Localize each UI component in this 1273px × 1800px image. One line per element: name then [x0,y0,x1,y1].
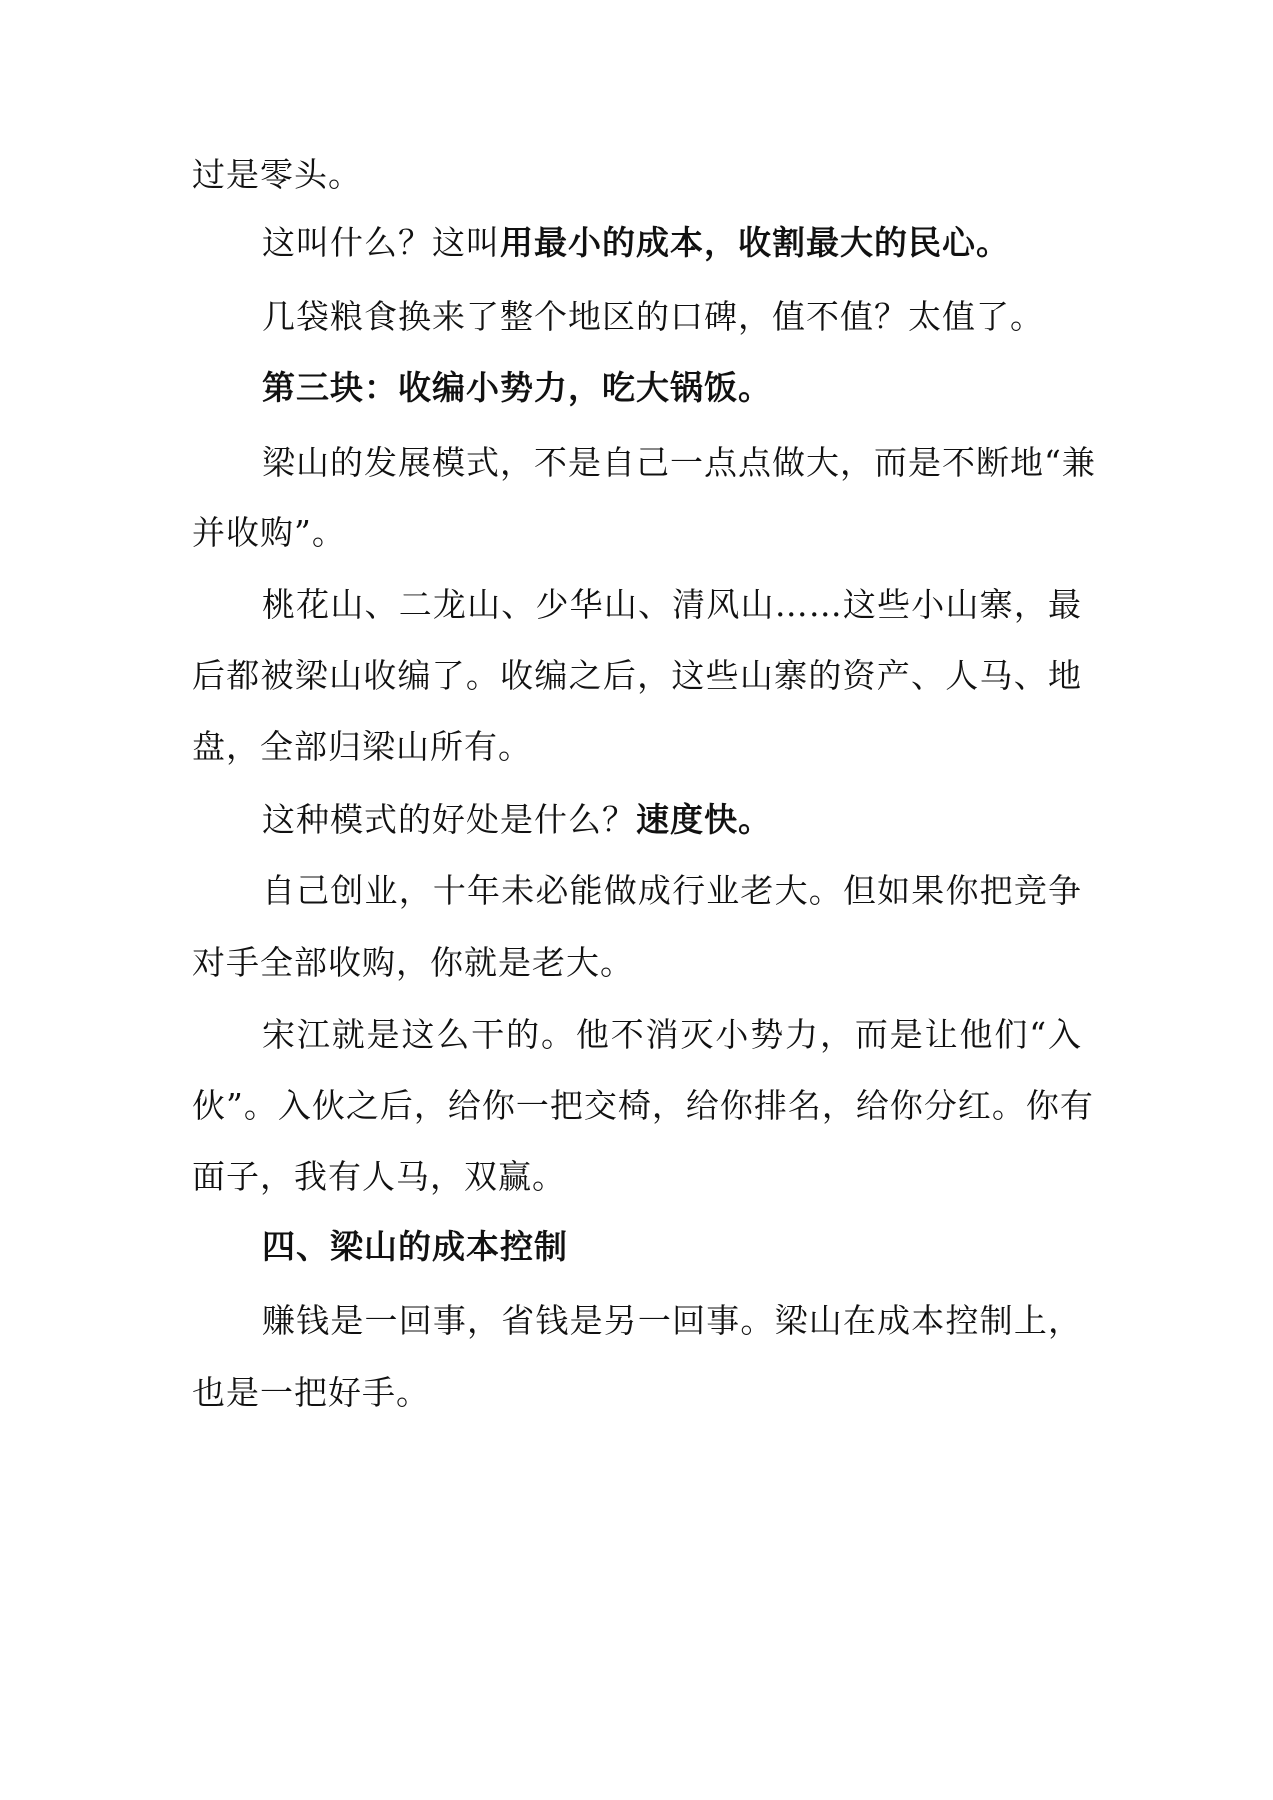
paragraph-line: 并收购”。 [192,513,346,552]
paragraph-line: 自己创业，十年未必能做成行业老大。但如果你把竞争 [262,871,1082,910]
text-run: 这种模式的好处是什么？ [262,800,636,839]
paragraph-line: 桃花山、二龙山、少华山、清风山……这些小山寨，最 [262,585,1082,624]
paragraph-line: 面子，我有人马，双赢。 [192,1157,566,1196]
emphasis-text: 用最小的成本，收割最大的民心。 [500,223,1010,262]
section-heading: 四、梁山的成本控制 [262,1227,568,1266]
paragraph-line: 几袋粮食换来了整个地区的口碑，值不值？太值了。 [262,297,1044,336]
paragraph-line: 过是零头。 [192,155,362,194]
paragraph-line: 赚钱是一回事，省钱是另一回事。梁山在成本控制上， [262,1301,1082,1340]
emphasis-text: 速度快。 [636,800,772,839]
paragraph-line: 也是一把好手。 [192,1373,430,1412]
paragraph-line: 伙”。入伙之后，给你一把交椅，给你排名，给你分红。你有 [192,1086,1094,1125]
paragraph-line [262,795,772,845]
paragraph-line: 后都被梁山收编了。收编之后，这些山寨的资产、人马、地 [192,656,1082,695]
text-run: 这叫什么？这叫 [262,223,500,262]
paragraph-line: 对手全部收购，你就是老大。 [192,943,634,982]
paragraph-line: 梁山的发展模式，不是自己一点点做大，而是不断地“兼 [262,443,1096,482]
paragraph-line: 盘，全部归梁山所有。 [192,727,532,766]
paragraph-line [262,218,1010,268]
section-subheading: 第三块：收编小势力，吃大锅饭。 [262,368,772,407]
paragraph-line: 宋江就是这么干的。他不消灭小势力，而是让他们“入 [262,1015,1082,1054]
